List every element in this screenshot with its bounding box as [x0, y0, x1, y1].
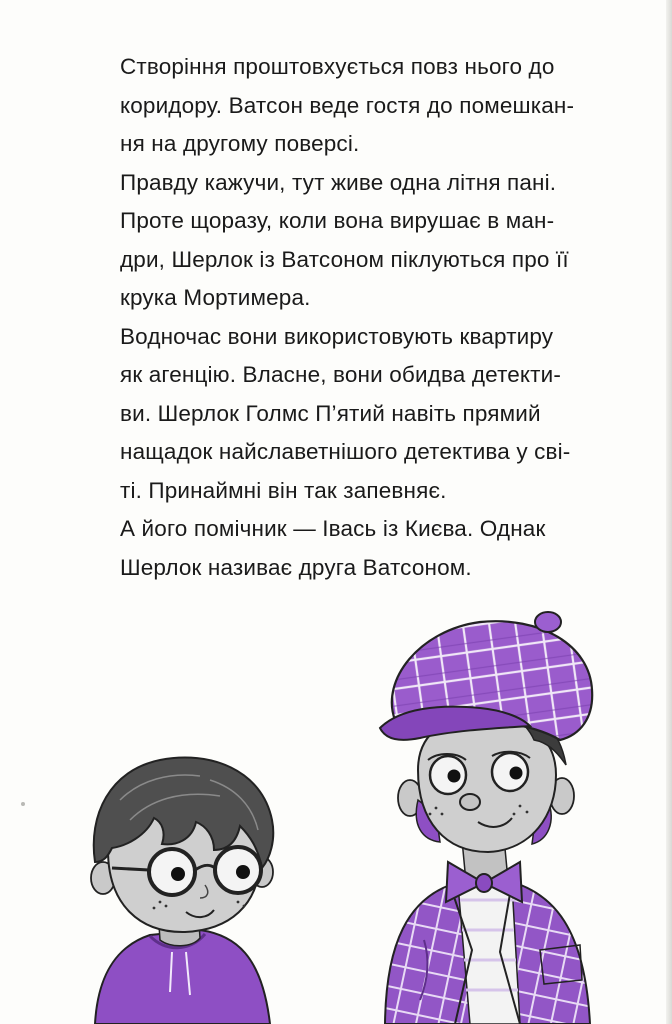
- text-line: ня на другому поверсі.: [120, 131, 360, 156]
- text-line: коридору. Ватсон веде гостя до помешкан-: [120, 92, 575, 118]
- text-line: дри, Шерлок із Ватсоном піклуються про її: [120, 246, 569, 272]
- text-line: як агенцію. Власне, вони обидва детекти-: [120, 362, 561, 387]
- text-line: Створіння проштовхується повз нього до: [120, 54, 555, 79]
- text-line: Шерлок називає друга Ватсоном.: [120, 554, 472, 580]
- text-line: А його помічник — Івась із Києва. Однак: [120, 516, 546, 541]
- cap-button: [535, 612, 561, 632]
- text-line: Проте щоразу, коли вона вирушає в ман-: [120, 208, 555, 233]
- text-line: крука Мортимера.: [120, 285, 311, 310]
- text-line: ви. Шерлок Голмс П’ятий навіть прямий: [120, 400, 541, 426]
- illustration: [0, 600, 672, 1024]
- text-line: ті. Принаймні він так запевняє.: [120, 477, 447, 503]
- boy-in-checkered-cap: [380, 612, 592, 1024]
- text-line: нащадок найславетнішого детектива у сві-: [120, 439, 571, 464]
- page-text: [120, 48, 600, 587]
- text-line: Правду кажучи, тут живе одна літня пані.: [120, 169, 557, 195]
- boy-with-glasses: [91, 758, 273, 1024]
- text-line: Водночас вони використовують квартиру: [120, 323, 554, 349]
